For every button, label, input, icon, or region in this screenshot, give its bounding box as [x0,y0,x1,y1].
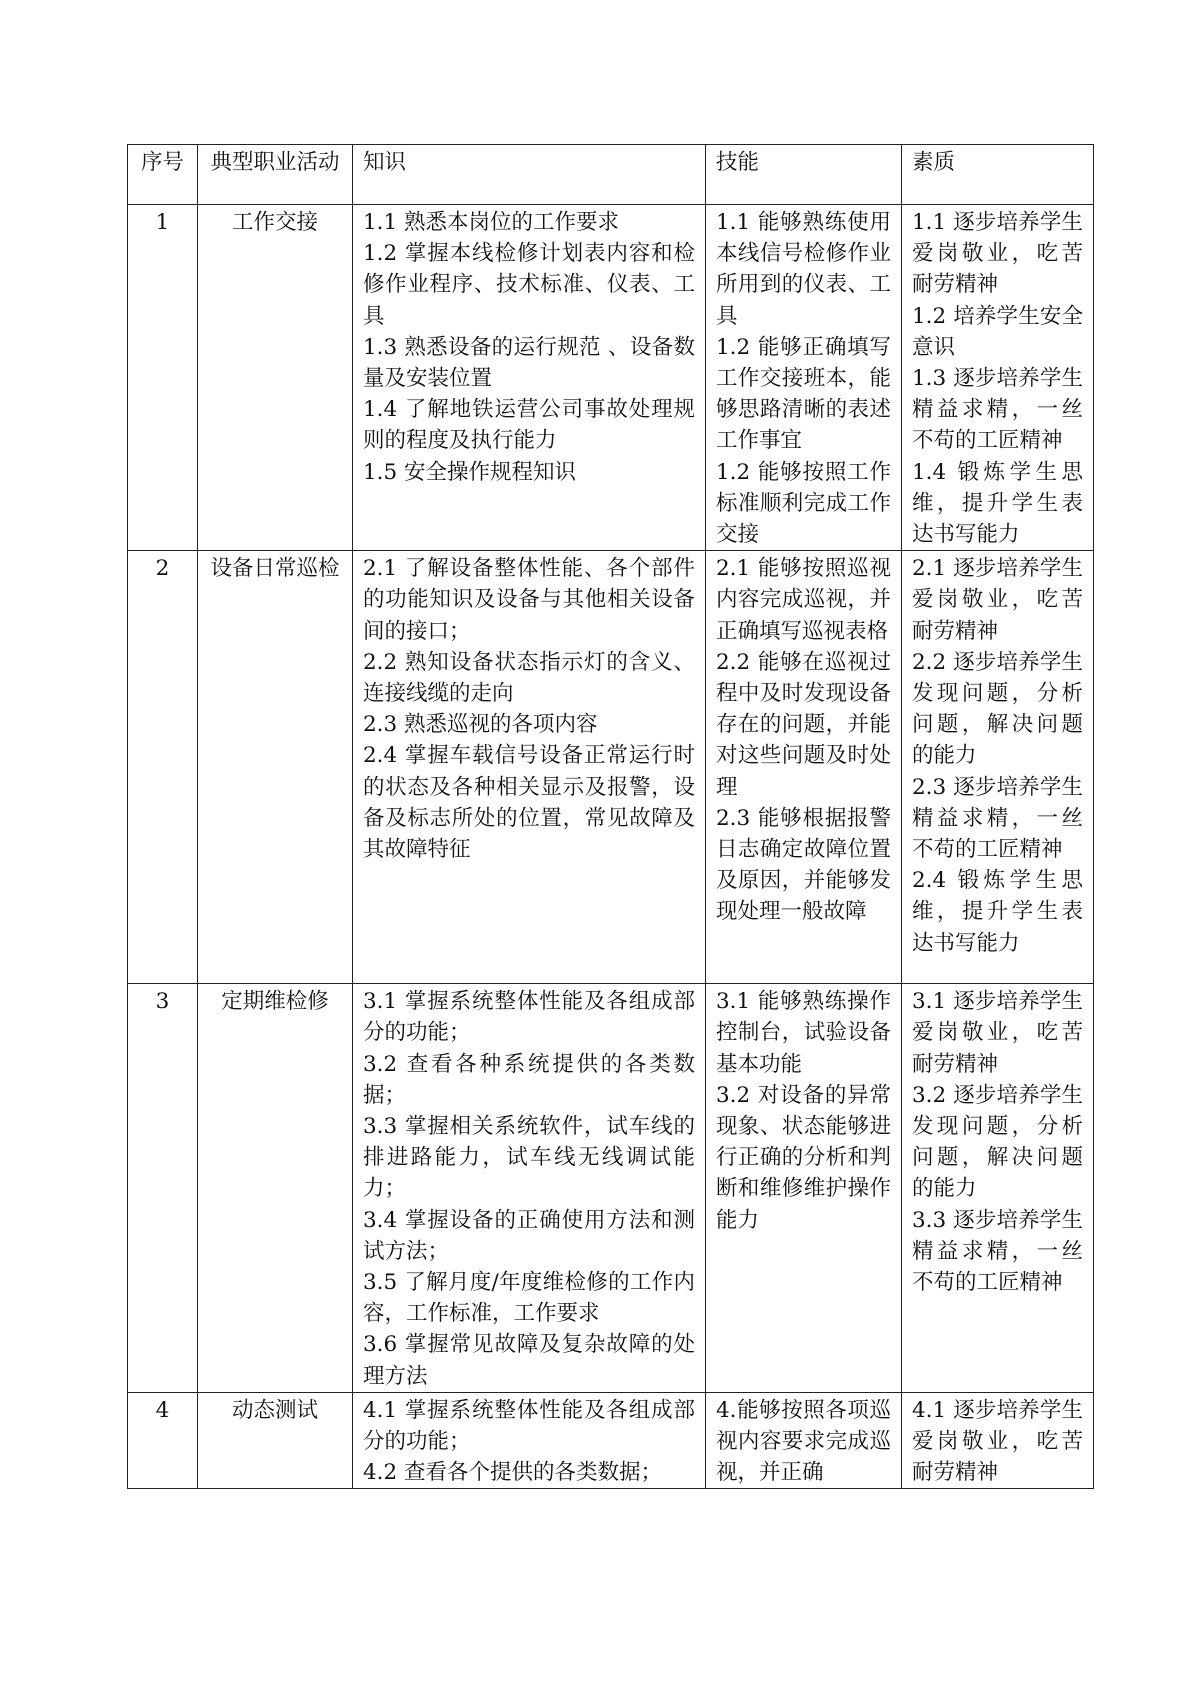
knowledge-item: 1.3 熟悉设备的运行规范 、设备数量及安装位置 [363,334,695,392]
quality-item: 3.3 逐步培养学生精益求精，一丝不苟的工匠精神 [912,1207,1083,1296]
skill-item: 2.1 能够按照巡视内容完成巡视，并正确填写巡视表格 [716,556,891,644]
skill-item: 1.2 能够按照工作标准顺利完成工作交接 [716,459,891,548]
knowledge-item: 2.2 熟知设备状态指示灯的含义、连接线缆的走向 [363,649,695,707]
row-activity: 动态测试 [198,1392,353,1489]
row-activity: 设备日常巡检 [198,551,353,984]
knowledge-item: 2.4 掌握车载信号设备正常运行时的状态及各种相关显示及报警，设备及标志所处的位置，常见故障及其故障特征 [363,743,695,863]
quality-item: 1.3 逐步培养学生精益求精，一丝不苟的工匠精神 [912,366,1083,454]
knowledge-item: 2.3 熟悉巡视的各项内容 [363,712,598,738]
header-qualities: 素质 [902,145,1094,205]
skill-item: 1.1 能够熟练使用本线信号检修作业所用到的仪表、工具 [716,210,891,329]
table-row [128,551,1094,984]
header-row [128,145,1094,205]
quality-item: 3.2 逐步培养学生发现问题，分析问题，解决问题的能力 [912,1082,1083,1202]
row-no: 4 [128,1392,198,1489]
qualities-cell [902,1392,1094,1489]
quality-item: 1.1 逐步培养学生爱岗敬业，吃苦耐劳精神 [912,210,1083,298]
skill-item: 2.2 能够在巡视过程中及时发现设备存在的问题，并能对这些问题及时处理 [716,649,891,800]
skills-cell [706,551,902,984]
skill-item: 3.2 对设备的异常现象、状态能够进行正确的分析和判断和维修维护操作能力 [716,1082,891,1233]
header-skills: 技能 [706,145,902,205]
knowledge-item: 2.1 了解设备整体性能、各个部件的功能知识及设备与其他相关设备间的接口； [363,556,695,644]
row-no: 1 [128,205,198,551]
knowledge-item: 1.2 掌握本线检修计划表内容和检修作业程序、技术标准、仪表、工具 [363,241,695,329]
row-no: 2 [128,551,198,984]
knowledge-cell [353,984,706,1393]
skill-item: 3.1 能够熟练操作控制台，试验设备基本功能 [716,989,891,1077]
row-activity: 工作交接 [198,205,353,551]
header-no: 序号 [128,145,198,205]
table-row [128,205,1094,551]
knowledge-item: 3.2 查看各种系统提供的各类数据； [363,1051,695,1108]
quality-item: 2.3 逐步培养学生精益求精，一丝不苟的工匠精神 [912,774,1083,863]
knowledge-cell [353,551,706,984]
quality-item: 1.4 锻炼学生思维，提升学生表达书写能力 [912,459,1083,548]
knowledge-item: 3.5 了解月度/年度维检修的工作内容，工作标准，工作要求 [363,1270,695,1327]
knowledge-item: 1.1 熟悉本岗位的工作要求 [363,210,620,235]
knowledge-item: 1.5 安全操作规程知识 [363,459,577,485]
knowledge-item: 4.2 查看各个提供的各类数据； [363,1460,663,1486]
table-row [128,984,1094,1393]
skills-cell [706,984,902,1393]
knowledge-item: 3.4 掌握设备的正确使用方法和测试方法； [363,1207,695,1264]
table-row [128,1392,1094,1489]
row-no: 3 [128,984,198,1393]
competency-table [127,144,1094,1489]
header-knowledge: 知识 [353,145,706,205]
header-activity: 典型职业活动 [198,145,353,205]
knowledge-item: 3.1 掌握系统整体性能及各组成部分的功能； [363,989,695,1046]
qualities-cell [902,551,1094,984]
knowledge-cell [353,205,706,551]
row-activity: 定期维检修 [198,984,353,1393]
knowledge-cell [353,1392,706,1489]
quality-item: 2.4 锻炼学生思维，提升学生表达书写能力 [912,868,1083,956]
quality-item: 3.1 逐步培养学生爱岗敬业，吃苦耐劳精神 [912,989,1083,1077]
quality-item: 2.1 逐步培养学生爱岗敬业，吃苦耐劳精神 [912,556,1083,644]
knowledge-item: 3.6 掌握常见故障及复杂故障的处理方法 [363,1332,695,1389]
knowledge-item: 1.4 了解地铁运营公司事故处理规则的程度及执行能力 [363,397,695,454]
knowledge-item: 4.1 掌握系统整体性能及各组成部分的功能； [363,1397,695,1455]
quality-item: 2.2 逐步培养学生发现问题，分析问题，解决问题的能力 [912,649,1083,769]
skill-item: 2.3 能够根据报警日志确定故障位置及原因，并能够发现处理一般故障 [716,805,891,925]
knowledge-item: 3.3 掌握相关系统软件，试车线的排进路能力，试车线无线调试能力； [363,1114,695,1202]
quality-item: 4.1 逐步培养学生爱岗敬业，吃苦耐劳精神 [912,1397,1083,1486]
qualities-cell [902,205,1094,551]
skill-item: 1.2 能够正确填写工作交接班本，能够思路清晰的表述工作事宜 [716,334,891,454]
skills-cell [706,205,902,551]
skill-item: 4.能够按照各项巡视内容要求完成巡视，并正确 [716,1397,891,1486]
skills-cell [706,1392,902,1489]
qualities-cell [902,984,1094,1393]
quality-item: 1.2 培养学生安全意识 [912,303,1083,360]
